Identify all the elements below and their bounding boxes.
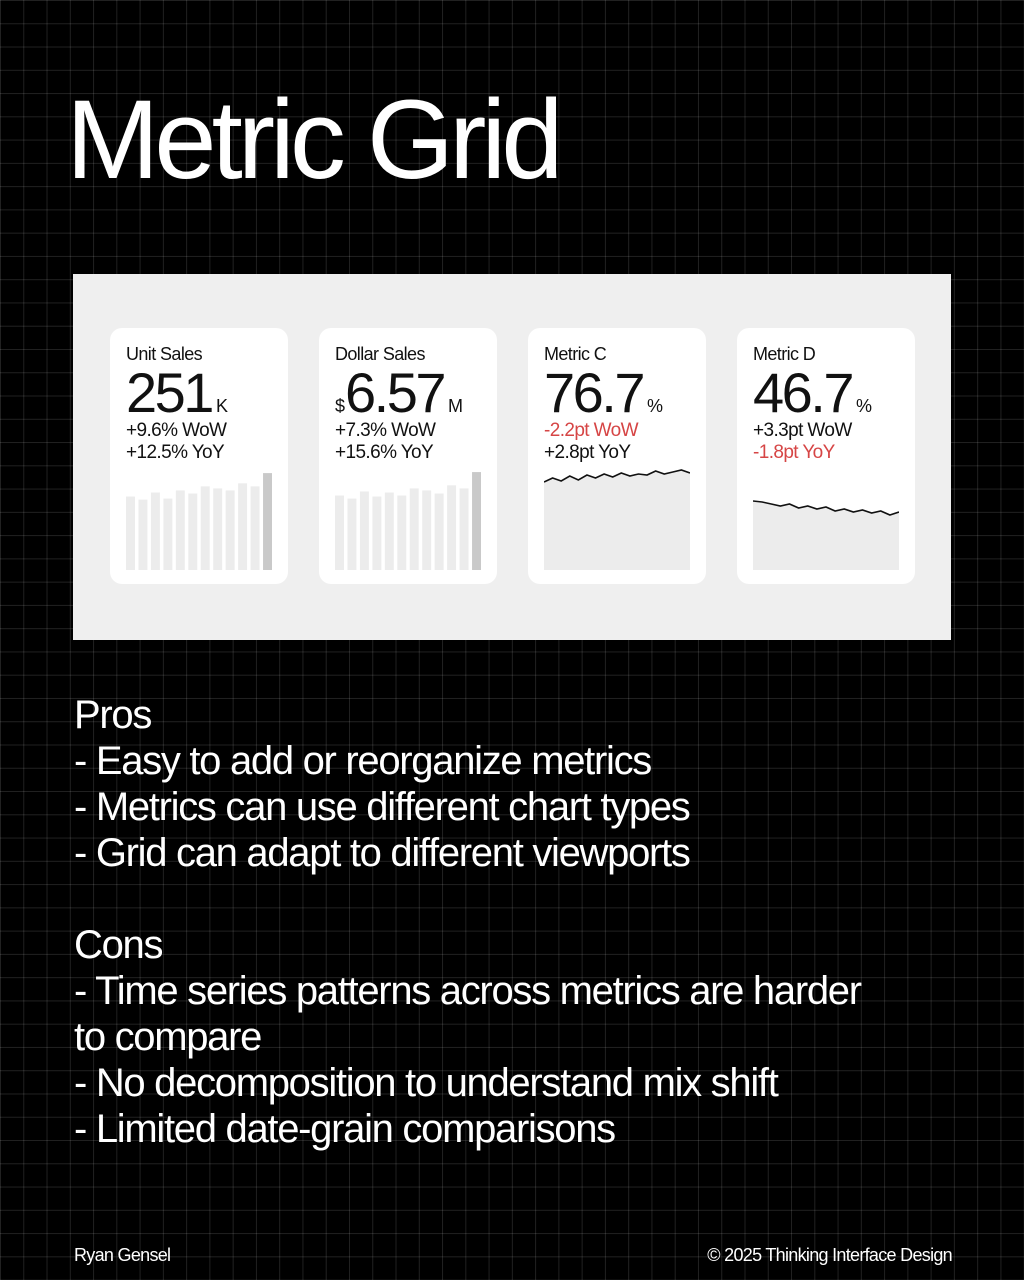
metric-value-group xyxy=(126,361,228,424)
metric-label: Metric D xyxy=(753,344,816,364)
chart-bar xyxy=(213,488,222,570)
metric-value-group xyxy=(753,361,873,424)
metric-delta-yoy: +2.8pt YoY xyxy=(544,442,631,463)
cons-item: - Limited date-grain comparisons xyxy=(74,1107,615,1151)
metric-card-dollar-sales xyxy=(319,328,497,584)
metric-label: Unit Sales xyxy=(126,344,203,364)
chart-area xyxy=(544,470,690,570)
metric-prefix: $ xyxy=(335,396,346,416)
metric-label: Dollar Sales xyxy=(335,344,425,364)
chart-bar xyxy=(447,485,456,570)
chart-bar xyxy=(397,496,406,570)
chart-bar xyxy=(151,492,160,570)
metric-value: 76.7 xyxy=(544,361,643,424)
metric-delta-yoy: -1.8pt YoY xyxy=(753,442,835,463)
chart-bar xyxy=(251,486,260,570)
chart-bar xyxy=(138,500,147,570)
chart-bar xyxy=(188,494,197,571)
chart-bar xyxy=(422,490,431,570)
footer-author: Ryan Gensel xyxy=(74,1245,171,1265)
chart-bar xyxy=(176,490,185,570)
cons-item: - No decomposition to understand mix shift xyxy=(74,1061,778,1105)
metric-chart xyxy=(126,466,272,570)
metric-label: Metric C xyxy=(544,344,607,364)
metric-unit: % xyxy=(647,396,664,416)
chart-bar xyxy=(472,472,481,570)
pros-item: - Metrics can use different chart types xyxy=(74,785,690,829)
chart-bar xyxy=(347,499,356,570)
metric-chart xyxy=(753,466,899,570)
metric-value-group xyxy=(544,361,664,424)
metric-chart xyxy=(544,466,690,570)
metric-card-metric-d xyxy=(737,328,915,584)
cons-heading: Cons xyxy=(74,923,163,967)
metric-card-unit-sales xyxy=(110,328,288,584)
chart-bar xyxy=(360,491,369,570)
pros-item: - Easy to add or reorganize metrics xyxy=(74,739,651,783)
metric-unit: % xyxy=(856,396,873,416)
metric-delta-yoy: +15.6% YoY xyxy=(335,442,434,463)
chart-bar xyxy=(372,497,381,570)
page-title: Metric Grid xyxy=(66,77,559,202)
pros-heading: Pros xyxy=(74,693,152,737)
chart-bar xyxy=(335,496,344,570)
chart-bar xyxy=(385,492,394,570)
metric-delta-wow: -2.2pt WoW xyxy=(544,420,638,441)
metric-grid-panel xyxy=(73,274,951,640)
chart-bar xyxy=(435,494,444,571)
metric-unit: K xyxy=(215,396,228,416)
metric-value-group xyxy=(335,361,464,424)
metric-chart xyxy=(335,466,481,570)
chart-bar xyxy=(238,483,247,570)
footer-copyright: © 2025 Thinking Interface Design xyxy=(707,1245,952,1265)
chart-bar xyxy=(263,473,272,570)
metric-delta-wow: +9.6% WoW xyxy=(126,420,227,441)
metric-delta-yoy: +12.5% YoY xyxy=(126,442,225,463)
pros-item: - Grid can adapt to different viewports xyxy=(74,831,690,875)
metric-unit: M xyxy=(448,396,464,416)
metric-card-metric-c xyxy=(528,328,706,584)
metric-value: 6.57 xyxy=(345,361,445,424)
cons-item: - Time series patterns across metrics are harder to compare xyxy=(74,969,861,1059)
metric-value: 251 xyxy=(126,361,212,424)
chart-bar xyxy=(163,499,172,570)
chart-bar xyxy=(226,490,235,570)
metric-delta-wow: +7.3% WoW xyxy=(335,420,436,441)
chart-bar xyxy=(410,488,419,570)
chart-bar xyxy=(201,486,210,570)
chart-bar xyxy=(126,497,135,570)
metric-delta-wow: +3.3pt WoW xyxy=(753,420,852,441)
metric-value: 46.7 xyxy=(753,361,852,424)
chart-bar xyxy=(460,488,469,570)
